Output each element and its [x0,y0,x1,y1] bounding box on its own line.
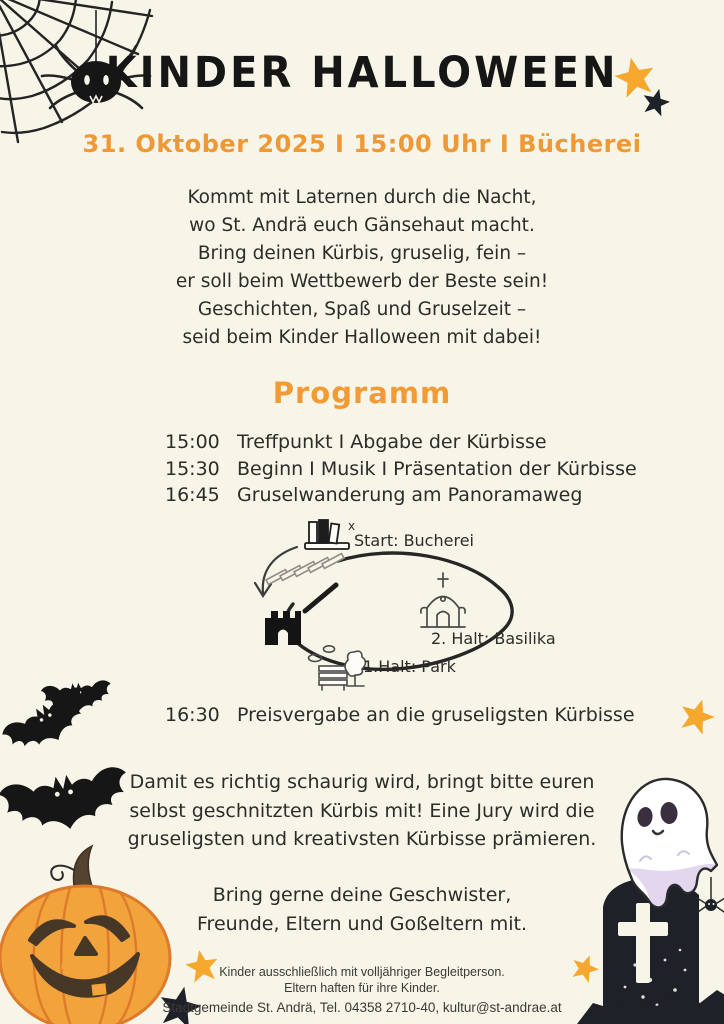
info-line: Damit es richtig schaurig wird, bringt bitte euren [129,771,595,793]
program-item-text: Beginn I Musik I Präsentation der Kürbisse [237,457,637,480]
footer-contact: Stadtgemeinde St. Andrä, Tel. 04358 2710-40, kultur@st-andrae.at [162,1000,562,1015]
poem-line: Geschichten, Spaß und Gruselzeit – [197,299,527,320]
poster-title: KINDER HALLOWEEN [105,48,619,98]
program-item-time: 16:45 [165,484,220,506]
poem-line: seid beim Kinder Halloween mit dabei! [182,327,542,348]
castle-door [278,630,288,646]
program-item [165,456,637,483]
info-line: gruseligsten und kreativsten Kürbisse prämieren. [127,828,597,850]
program-heading: Programm [272,376,452,410]
church-icon [421,573,465,627]
park-icon [309,646,366,690]
poem-line: wo St. Andrä euch Gänsehaut macht. [189,215,535,236]
program-item-text: Preisvergabe an die gruseligsten Kürbisse [237,704,635,726]
program-item-time: 15:00 [165,431,220,453]
program-list [165,429,637,509]
map-stop2-label: 2. Halt: Basilika [431,629,556,648]
program-item-text: Gruselwanderung am Panoramaweg [237,484,583,506]
route-map [235,515,575,700]
poem-line: er soll beim Wettbewerb der Beste sein! [175,271,549,292]
invite-line: Freunde, Eltern und Goßeltern mit. [197,913,527,935]
invite-line: Bring gerne deine Geschwister, [212,884,512,906]
map-start-label: Start: Bucherei [354,531,474,550]
program-item-time: 16:30 [165,704,220,726]
map-stop1-label: 1.Halt: Park [363,657,456,676]
program-item-text: Treffpunkt I Abgabe der Kürbisse [237,431,547,453]
program-item [165,482,637,509]
star-icon [673,692,721,740]
program-item [165,702,635,729]
ghost-tombstone-illustration [565,765,724,1024]
poem-line: Kommt mit Laternen durch die Nacht, [187,187,537,208]
program-item [165,429,637,456]
map-start-marker: x [348,519,356,533]
spider-icon [697,877,724,912]
program-item-time: 15:30 [165,457,220,480]
route-path [286,553,513,669]
route-path [305,585,336,611]
poem-line: Bring deinen Kürbis, gruselig, fein – [197,243,527,264]
pumpkin-icon [0,840,180,1024]
fine-print-line: Eltern haften für ihre Kinder. [284,981,440,995]
fine-print-line: Kinder ausschließlich mit volljähriger Begleitperson. [219,965,505,979]
books-icon [305,520,349,549]
event-date-line: 31. Oktober 2025 I 15:00 Uhr I Bücherei [82,130,642,158]
info-line: selbst geschnitzten Kürbis mit! Eine Jury wird die [129,799,595,822]
poem [0,184,724,352]
